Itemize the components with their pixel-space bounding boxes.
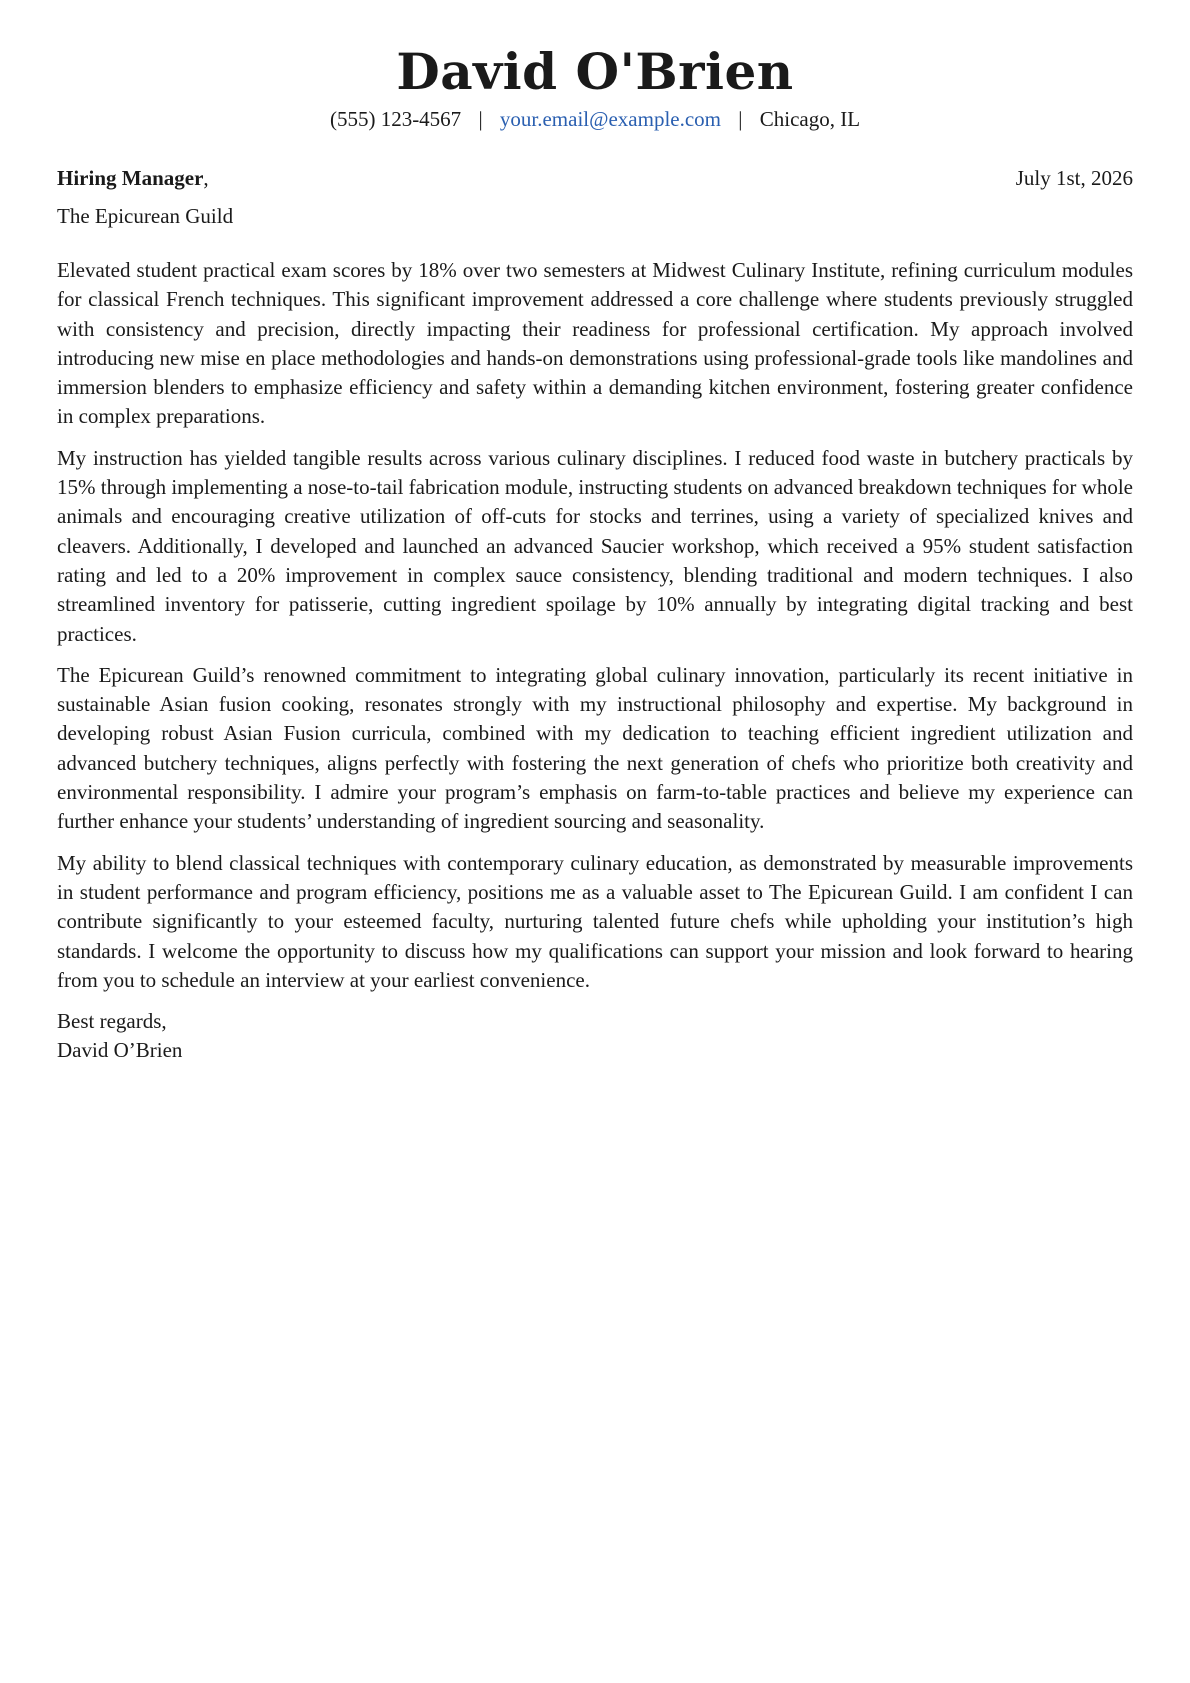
contact-separator: | xyxy=(478,107,483,131)
body-paragraph: Elevated student practical exam scores by 18% over two semesters at Midwest Culinary Institute, refining curriculum modules for classical French techniques. This significant improvement addressed a core challenge where students previously struggled with consistency and precision, directly impacting their readiness for professional certification. My approach involved introducing new mise en place methodologies and hands-on demonstrations using professional-grade tools like mandolines and immersion blenders to emphasize efficiency and safety within a demanding kitchen environment, fostering greater confidence in complex preparations. xyxy=(57,258,1133,429)
letter-date: July 1st, 2026 xyxy=(1015,166,1133,190)
body-paragraph: My ability to blend classical techniques with contemporary culinary education, as demonstrated by measurable improvements in student performance and program efficiency, positions me as a valuable asset to The Epicurean Guild. I am confident I can contribute significantly to your esteemed faculty, nurturing talented future chefs while upholding your institution’s high standards. I welcome the opportunity to discuss how my qualifications can support your mission and look forward to hearing from you to schedule an interview at your earliest convenience. xyxy=(57,850,1133,992)
letter-body xyxy=(57,256,1133,995)
body-paragraph: My instruction has yielded tangible results across various culinary disciplines. I reduced food waste in butchery practicals by 15% through implementing a nose-to-tail fabrication module, instructing students on advanced breakdown techniques for whole animals and encouraging creative utilization of off-cuts for stocks and terrines, using a variety of specialized knives and cleavers. Additionally, I developed and launched an advanced Saucier workshop, which received a 95% student satisfaction rating and led to a 20% improvement in complex sauce consistency, blending traditional and modern techniques. I also streamlined inventory for patisserie, cutting ingredient spoilage by 10% annually by integrating digital tracking and best practices. xyxy=(57,445,1133,646)
recipient-date-row xyxy=(57,164,1133,192)
letter-closing xyxy=(57,1007,1133,1065)
contact-line xyxy=(57,106,1133,132)
location: Chicago, IL xyxy=(759,107,861,131)
recipient-title: Hiring Manager xyxy=(57,166,204,190)
recipient-company: The Epicurean Guild xyxy=(57,204,234,228)
recipient-title-suffix: , xyxy=(203,166,209,190)
closing-salutation: Best regards, xyxy=(57,1009,167,1034)
cover-letter-page xyxy=(57,40,1133,1065)
phone-number: (555) 123-4567 xyxy=(329,107,462,131)
body-paragraph: The Epicurean Guild’s renowned commitment to integrating global culinary innovation, particularly its recent initiative in sustainable Asian fusion cooking, resonates strongly with my instructional philosophy and expertise. My background in developing robust Asian Fusion curricula, combined with my dedication to teaching efficient ingredient utilization and advanced butchery techniques, aligns perfectly with fostering the next generation of chefs who prioritize both creativity and environmental responsibility. I admire your program’s emphasis on farm-to-table practices and believe my experience can further enhance your students’ understanding of ingredient sourcing and seasonality. xyxy=(57,662,1133,834)
contact-separator: | xyxy=(738,107,743,131)
recipient-line xyxy=(57,164,209,192)
signature-name: David O’Brien xyxy=(57,1038,183,1063)
email-link[interactable]: your.email@example.com xyxy=(499,107,722,131)
applicant-name: David O'Brien xyxy=(396,42,794,101)
